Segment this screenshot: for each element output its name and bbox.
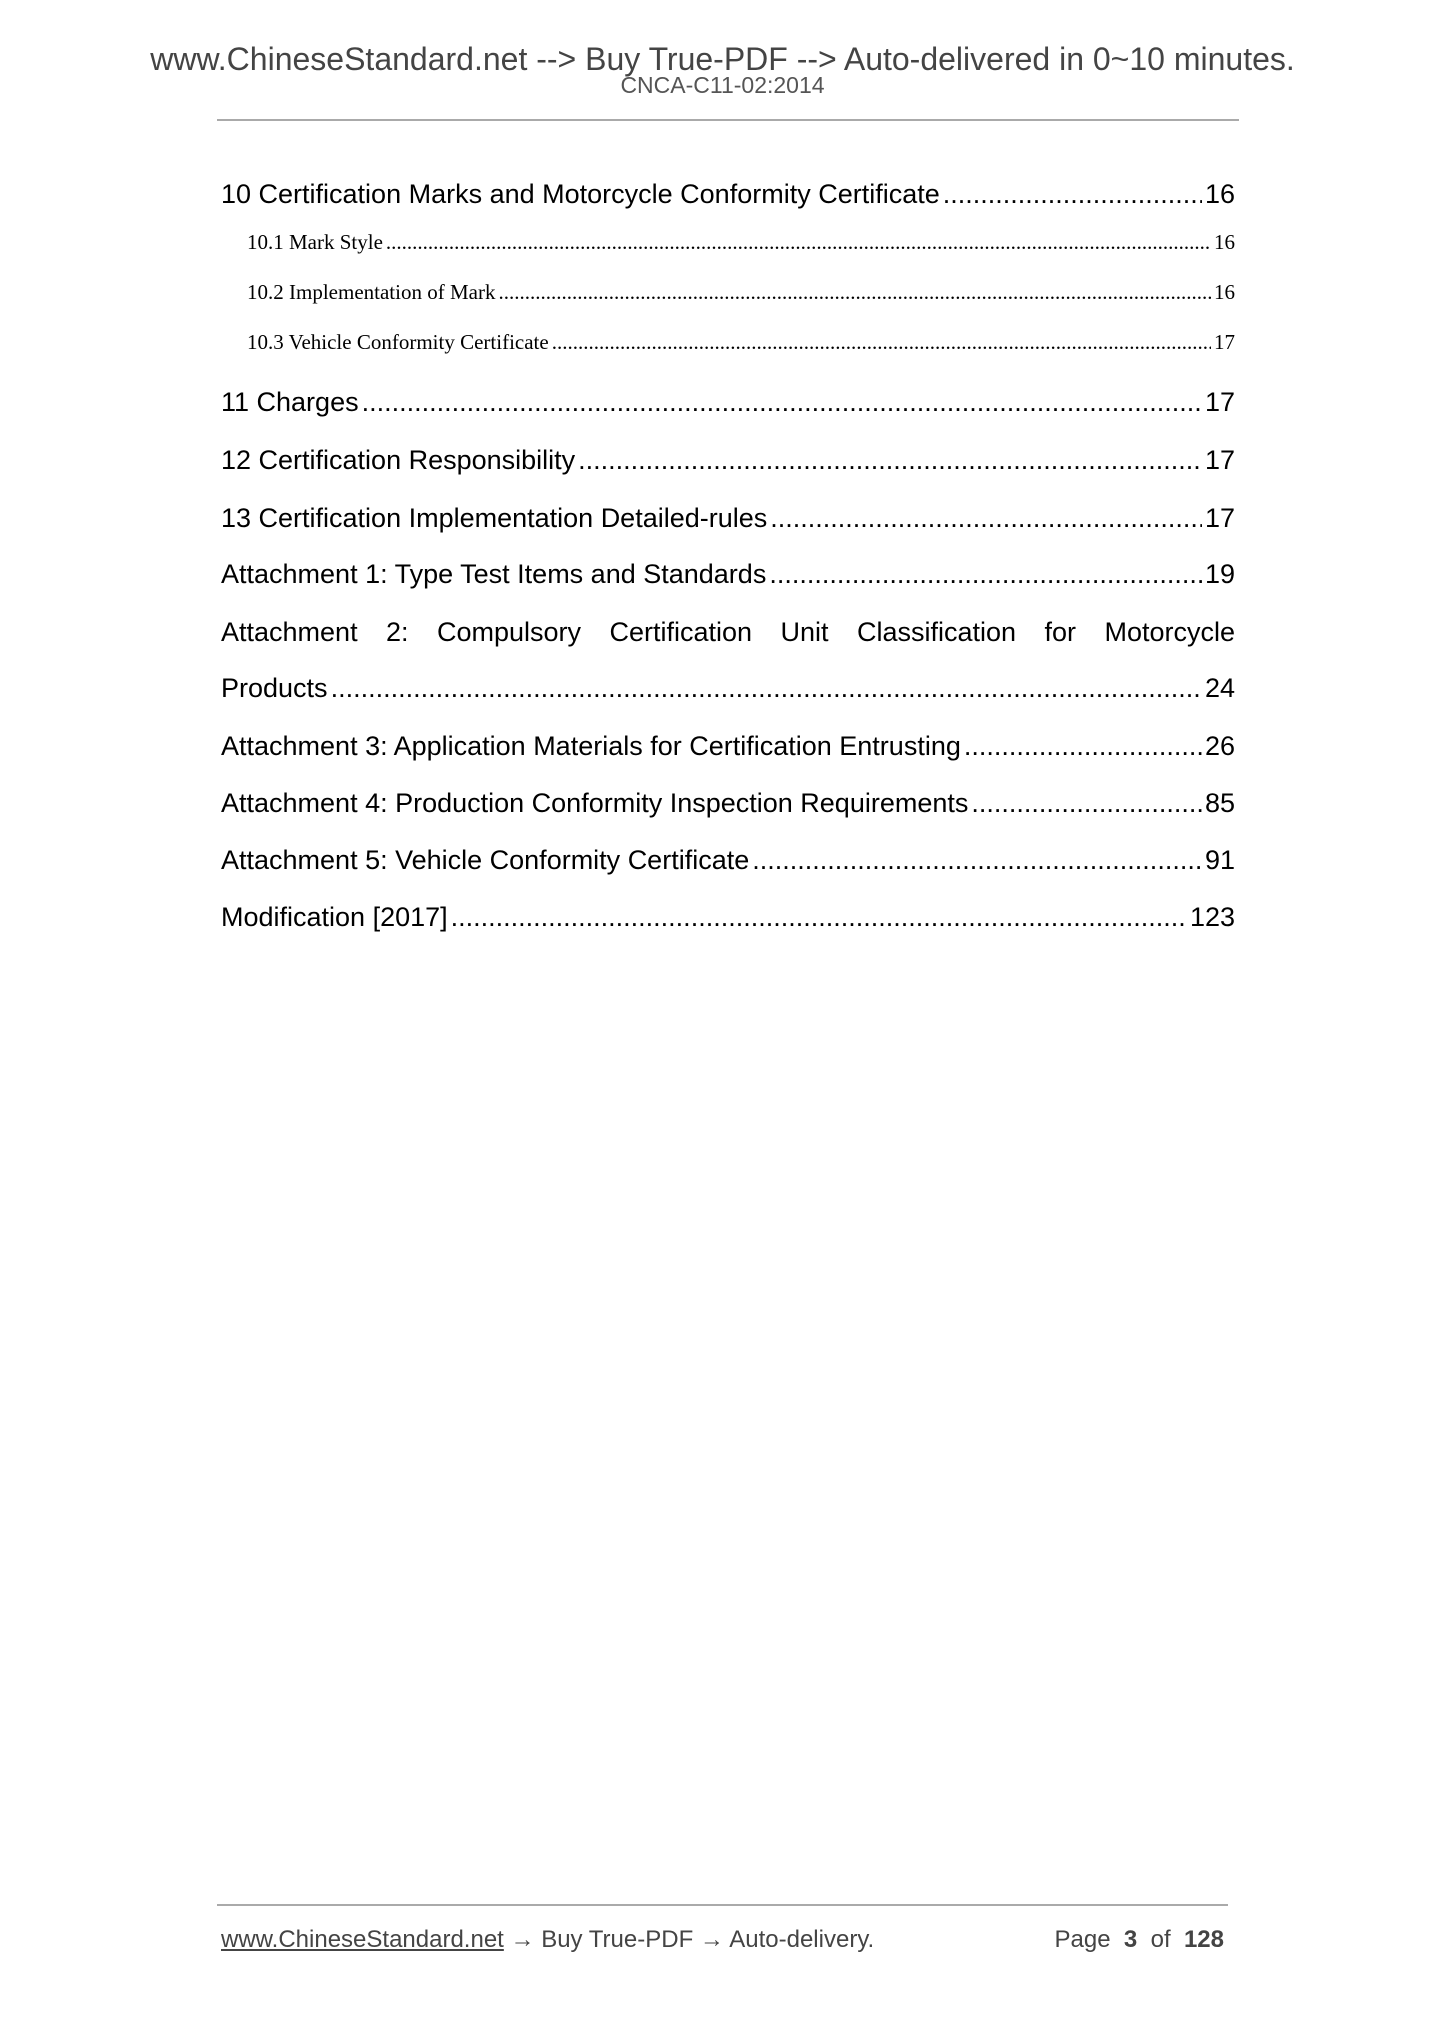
- toc-entry[interactable]: [221, 900, 1235, 934]
- toc-title: Modification [2017]: [221, 902, 448, 932]
- toc-leader: [331, 671, 1202, 705]
- arrow-icon: →: [510, 1926, 535, 1953]
- toc-title: 10.2 Implementation of Mark: [247, 280, 496, 304]
- toc-page: 26: [1204, 731, 1235, 761]
- toc-page: 91: [1204, 845, 1235, 875]
- toc-page: 24: [1204, 673, 1235, 703]
- toc-page: 17: [1204, 445, 1235, 475]
- toc-entry[interactable]: [247, 229, 1235, 255]
- toc-leader: [752, 843, 1202, 877]
- toc-leader: [451, 900, 1187, 934]
- toc-leader: [943, 177, 1202, 211]
- toc-page: 16: [1214, 280, 1235, 304]
- footer-rule: [217, 1904, 1228, 1906]
- toc-leader: [578, 443, 1202, 477]
- toc-page: 16: [1214, 230, 1235, 254]
- total-pages: 128: [1183, 1926, 1224, 1953]
- footer-left: [221, 1925, 874, 1955]
- toc-leader: [770, 501, 1202, 535]
- footer-buy: Buy True-PDF: [541, 1926, 694, 1953]
- toc-leader: [971, 786, 1202, 820]
- toc-title: Attachment 1: Type Test Items and Standards: [221, 559, 767, 589]
- toc-page: 17: [1214, 330, 1235, 354]
- toc-entry[interactable]: [221, 501, 1235, 535]
- toc-title: 10 Certification Marks and Motorcycle Conformity Certificate: [221, 179, 940, 209]
- toc-title: 13 Certification Implementation Detailed-rules: [221, 503, 768, 533]
- toc-leader: [498, 279, 1211, 305]
- toc-leader: [552, 329, 1211, 355]
- toc-leader: [386, 229, 1211, 255]
- toc-entry[interactable]: [221, 557, 1235, 591]
- toc-title: 10.1 Mark Style: [247, 230, 383, 254]
- toc-page: 85: [1204, 788, 1235, 818]
- toc-entry[interactable]: [247, 279, 1235, 305]
- toc-page: 19: [1204, 559, 1235, 589]
- toc-entry[interactable]: [221, 443, 1235, 477]
- toc-title: Attachment 3: Application Materials for Certification Entrusting: [221, 731, 961, 761]
- footer-auto: Auto-delivery.: [729, 1926, 875, 1953]
- toc-leader: [362, 385, 1202, 419]
- toc-entry[interactable]: [221, 177, 1235, 211]
- toc-page: 17: [1204, 503, 1235, 533]
- toc-entry[interactable]: [221, 385, 1235, 419]
- page-label: Page: [1054, 1926, 1111, 1953]
- page-number: [1054, 1925, 1224, 1955]
- toc-entry[interactable]: [221, 786, 1235, 820]
- toc-entry-line1[interactable]: Attachment 2: Compulsory Certification Unit Classification for Motorcycle: [221, 617, 1235, 647]
- toc-title: Attachment 4: Production Conformity Inspection Requirements: [221, 788, 969, 818]
- toc-title: 11 Charges: [221, 387, 359, 417]
- header-banner: www.ChineseStandard.net --> Buy True-PDF --> Auto-delivered in 0~10 minutes.: [150, 41, 1295, 77]
- toc-title: Attachment 5: Vehicle Conformity Certificate: [221, 845, 750, 875]
- toc-title: 10.3 Vehicle Conformity Certificate: [247, 330, 549, 354]
- toc-title: Products: [221, 673, 328, 703]
- toc-leader: [964, 729, 1202, 763]
- toc-entry[interactable]: [247, 329, 1235, 355]
- toc-page: 123: [1189, 902, 1235, 932]
- toc-title: 12 Certification Responsibility: [221, 445, 576, 475]
- toc-entry[interactable]: [221, 729, 1235, 763]
- arrow-icon: →: [699, 1926, 724, 1953]
- footer-link[interactable]: www.ChineseStandard.net: [221, 1926, 504, 1953]
- toc-page: 16: [1204, 179, 1235, 209]
- of-label: of: [1150, 1926, 1171, 1953]
- document-id: CNCA-C11-02:2014: [620, 72, 825, 98]
- current-page: 3: [1123, 1926, 1138, 1953]
- toc-page: 17: [1204, 387, 1235, 417]
- toc-entry[interactable]: [221, 671, 1235, 705]
- toc-entry[interactable]: [221, 843, 1235, 877]
- toc-leader: [769, 557, 1202, 591]
- header-rule: [217, 119, 1239, 121]
